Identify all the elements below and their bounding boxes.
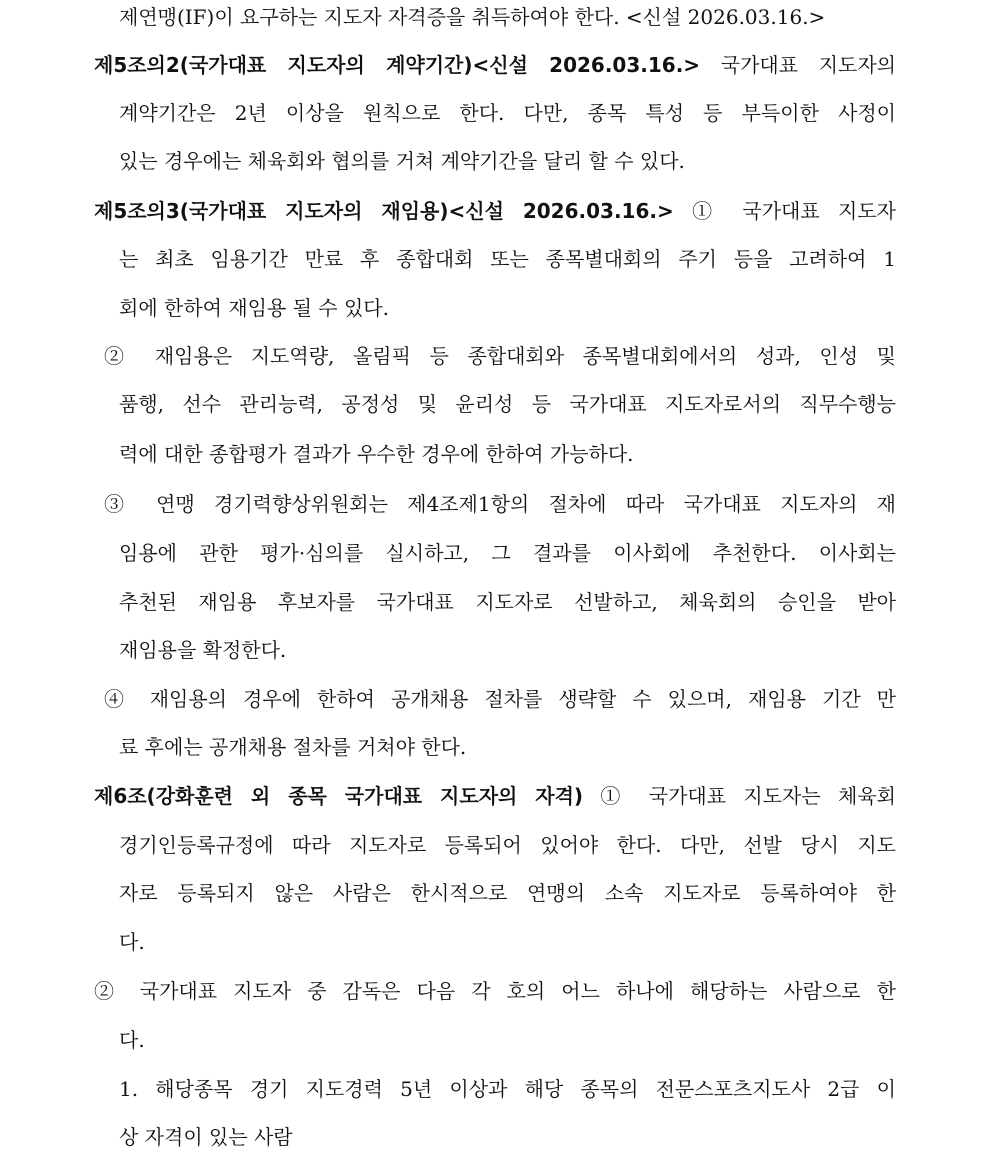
article-heading-line <box>94 781 896 811</box>
line-text: 1. 해당종목 경기 지도경력 5년 이상과 해당 종목의 전문스포츠지도사 2급 이 <box>119 1077 896 1101</box>
text-line <box>119 635 304 665</box>
line-text: 국가대표 지도자의 <box>700 53 896 77</box>
article-title: 제6조(강화훈련 외 종목 국가대표 지도자의 자격) <box>94 784 584 808</box>
text-line <box>119 1122 325 1152</box>
line-text: 다. <box>119 1028 145 1052</box>
text-line <box>94 976 896 1006</box>
line-text: ① 국가대표 지도자는 체육회 <box>583 784 897 808</box>
article-heading-line <box>94 196 896 226</box>
line-text: ② 재임용은 지도역량, 올림픽 등 종합대회와 종목별대회에서의 성과, 인성 및 <box>104 344 896 368</box>
line-text: 제연맹(IF)이 요구하는 지도자 자격증을 취득하여야 한다. <신설 2026.03.16.> <box>119 5 826 29</box>
article-heading-line <box>94 50 896 80</box>
text-line <box>119 1025 144 1055</box>
text-line <box>119 538 896 568</box>
text-line <box>119 878 896 908</box>
line-text: ② 국가대표 지도자 중 감독은 다음 각 호의 어느 하나에 해당하는 사람으로 한 <box>94 979 896 1003</box>
text-line <box>119 927 144 957</box>
line-text: 재임용을 확정한다. <box>119 638 287 662</box>
text-line <box>119 98 896 128</box>
text-line <box>104 684 896 714</box>
text-line <box>119 439 714 469</box>
text-line <box>104 341 896 371</box>
line-text: 는 최초 임용기간 만료 후 종합대회 또는 종목별대회의 주기 등을 고려하여 1 <box>119 247 896 271</box>
line-text: 추천된 재임용 후보자를 국가대표 지도자로 선발하고, 체육회의 승인을 받아 <box>119 590 896 614</box>
line-text: ④ 재임용의 경우에 한하여 공개채용 절차를 생략할 수 있으며, 재임용 기간 만 <box>104 687 896 711</box>
line-text: 료 후에는 공개채용 절차를 거쳐야 한다. <box>119 735 467 759</box>
line-text: 품행, 선수 관리능력, 공정성 및 윤리성 등 국가대표 지도자로서의 직무수행능 <box>119 392 896 416</box>
line-text: 상 자격이 있는 사람 <box>119 1125 293 1149</box>
text-line <box>119 389 896 419</box>
line-text: 있는 경우에는 체육회와 협의를 거쳐 계약기간을 달리 할 수 있다. <box>119 149 685 173</box>
text-line <box>119 244 896 274</box>
text-line <box>119 293 434 323</box>
line-text: ③ 연맹 경기력향상위원회는 제4조제1항의 절차에 따라 국가대표 지도자의 재 <box>104 492 896 516</box>
line-text: ① 국가대표 지도자 <box>673 199 897 223</box>
line-text: 회에 한하여 재임용 될 수 있다. <box>119 296 389 320</box>
text-line <box>119 830 896 860</box>
line-text: 자로 등록되지 않은 사람은 한시적으로 연맹의 소속 지도자로 등록하여야 한 <box>119 881 896 905</box>
line-text: 다. <box>119 930 145 954</box>
text-line <box>119 2 873 32</box>
article-title: 제5조의3(국가대표 지도자의 재임용)<신설 2026.03.16.> <box>94 199 674 223</box>
text-line <box>119 732 519 762</box>
text-line <box>119 587 896 617</box>
line-text: 경기인등록규정에 따라 지도자로 등록되어 있어야 한다. 다만, 선발 당시 지도 <box>119 833 896 857</box>
line-text: 임용에 관한 평가·심의를 실시하고, 그 결과를 이사회에 추천한다. 이사회는 <box>119 541 896 565</box>
line-text: 계약기간은 2년 이상을 원칙으로 한다. 다만, 종목 특성 등 부득이한 사정이 <box>119 101 896 125</box>
text-line <box>104 489 896 519</box>
text-line <box>119 146 775 176</box>
text-line <box>119 1074 896 1104</box>
line-text: 력에 대한 종합평가 결과가 우수한 경우에 한하여 가능하다. <box>119 442 634 466</box>
article-title: 제5조의2(국가대표 지도자의 계약기간)<신설 2026.03.16.> <box>94 53 701 77</box>
